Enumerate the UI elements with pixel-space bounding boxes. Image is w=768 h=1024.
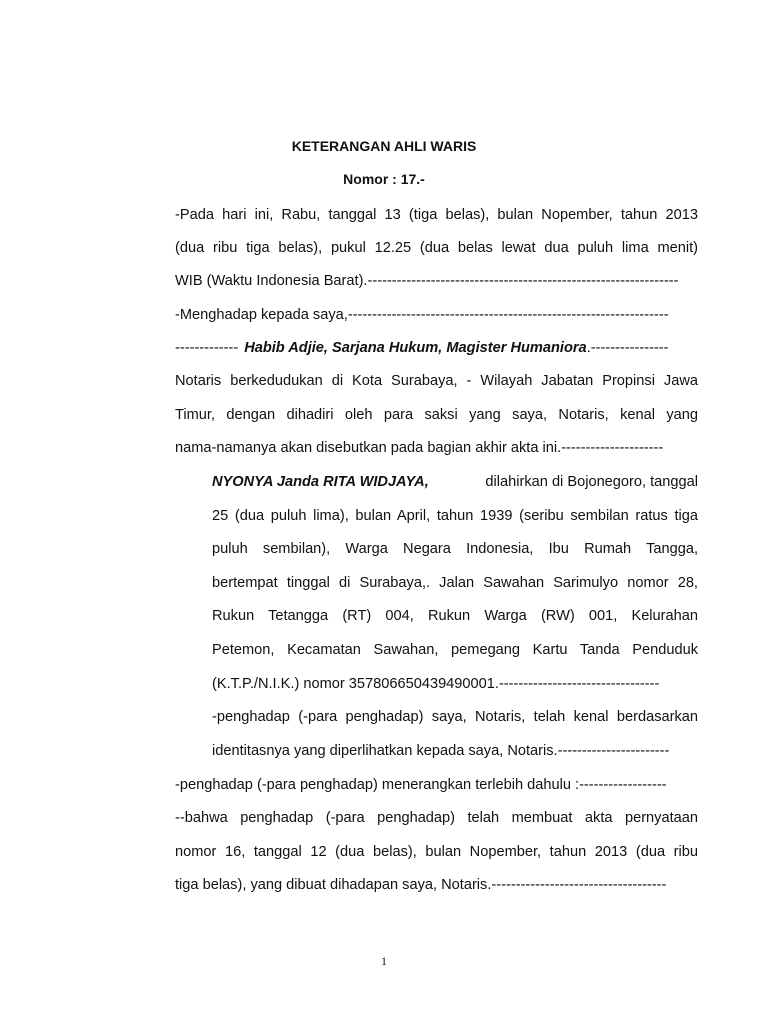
text-line: [175, 306, 698, 324]
text-line: (dua ribu tiga belas), pukul 12.25 (dua belas lewat dua puluh lima menit): [175, 240, 698, 256]
document-number: Nomor : 17.-: [343, 171, 425, 187]
text-line: bertempat tinggal di Surabaya,. Jalan Sawahan Sarimulyo nomor 28,: [212, 575, 698, 591]
text-line: [175, 339, 698, 357]
text-line: [175, 272, 698, 290]
text-segment: tiga belas), yang dibuat dihadapan saya, Notaris.: [175, 877, 492, 893]
dash-filler: ----------------------------------------------------------------: [367, 273, 679, 289]
text-line: Timur, dengan dihadiri oleh para saksi yang saya, Notaris, kenal yang: [175, 407, 698, 423]
dash-filler: ------------------------------------------------------------------: [347, 307, 669, 323]
text-segment: (K.T.P./N.I.K.) nomor 357806650439490001.: [212, 676, 499, 692]
text-line: 25 (dua puluh lima), bulan April, tahun 1939 (seribu sembilan ratus tiga: [212, 508, 698, 524]
text-line: -penghadap (-para penghadap) saya, Notaris, telah kenal berdasarkan: [212, 709, 698, 725]
dash-filler: ---------------------------------: [498, 676, 660, 692]
text-line: -Pada hari ini, Rabu, tanggal 13 (tiga belas), bulan Nopember, tahun 2013: [175, 207, 698, 223]
text-segment: dilahirkan di Bojonegoro, tanggal: [485, 474, 698, 490]
text-line: [175, 876, 698, 894]
text-line: Petemon, Kecamatan Sawahan, pemegang Kartu Tanda Penduduk: [212, 642, 698, 658]
text-segment: -penghadap (-para penghadap) menerangkan terlebih dahulu :: [175, 777, 580, 793]
appearer-name: NYONYA Janda RITA WIDJAYA,: [212, 474, 429, 490]
dash-filler: ---------------------: [561, 440, 664, 456]
text-line: [212, 742, 698, 760]
dash-filler: -----------------------: [557, 743, 670, 759]
text-line: nomor 16, tanggal 12 (dua belas), bulan Nopember, tahun 2013 (dua ribu: [175, 844, 698, 860]
text-line: Notaris berkedudukan di Kota Surabaya, - Wilayah Jabatan Propinsi Jawa: [175, 373, 698, 389]
text-line: [212, 473, 698, 491]
dash-filler: ------------------------------------: [491, 877, 667, 893]
text-segment: nama-namanya akan disebutkan pada bagian akhir akta ini.: [175, 440, 562, 456]
text-segment: identitasnya yang diperlihatkan kepada saya, Notaris.: [212, 743, 558, 759]
dash-filler-lead: -------------: [175, 340, 239, 356]
dash-filler: ------------------: [579, 777, 667, 793]
document-title: KETERANGAN AHLI WARIS: [291, 138, 477, 154]
text-line: --bahwa penghadap (-para penghadap) telah membuat akta pernyataan: [175, 810, 698, 826]
text-line: Rukun Tetangga (RT) 004, Rukun Warga (RW) 001, Kelurahan: [212, 608, 698, 624]
notary-name: Habib Adjie, Sarjana Hukum, Magister Humaniora: [244, 340, 587, 356]
page-number: 1: [381, 954, 387, 968]
dash-filler: ----------------: [590, 340, 669, 356]
text-segment: -Menghadap kepada saya,: [175, 307, 348, 323]
text-segment: WIB (Waktu Indonesia Barat).: [175, 273, 368, 289]
text-line: puluh sembilan), Warga Negara Indonesia, Ibu Rumah Tangga,: [212, 541, 698, 557]
text-segment: .: [586, 340, 591, 356]
text-line: [175, 776, 698, 794]
text-line: [212, 675, 698, 693]
text-line: [175, 439, 698, 457]
